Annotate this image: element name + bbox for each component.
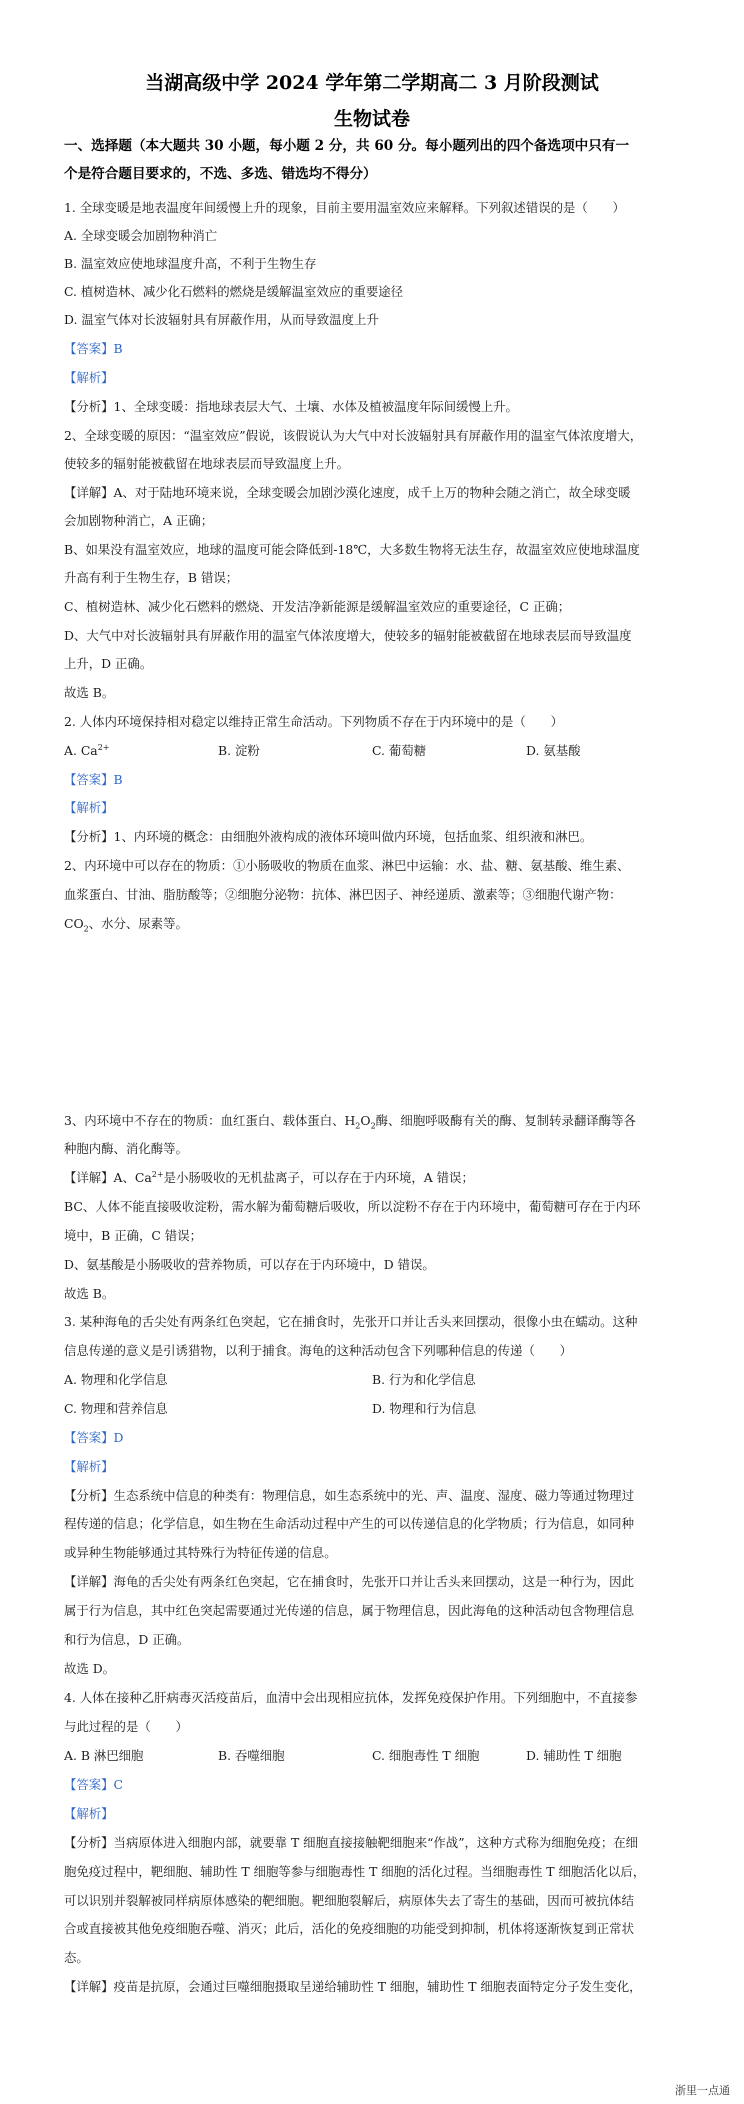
q1-option-c: C. 植树造林、减少化石燃料的燃烧是缓解温室效应的重要途径 [64, 284, 404, 299]
page-subtitle: 生物试卷 [333, 108, 410, 130]
q2-detail-bc-2: 境中，B 正确，C 错误； [64, 1228, 202, 1243]
q4-detail-1: 【详解】疫苗是抗原，会通过巨噬细胞摄取呈递给辅助性 T 细胞，辅助性 T 细胞表面特定分子发生变化， [64, 1979, 642, 1994]
q2-analysis-1: 【分析】1、内环境的概念：由细胞外液构成的液体环境叫做内环境，包括血浆、组织液和淋巴。 [64, 829, 593, 844]
q2-option-d: D. 氨基酸 [526, 743, 581, 758]
q1-answer: 【答案】B [64, 341, 123, 356]
section-heading-line-1: 一、选择题（本大题共 30 小题，每小题 2 分，共 60 分。每小题列出的四个备选项中只有一 [64, 138, 630, 154]
q4-analysis-2: 胞免疫过程中，靶细胞、辅助性 T 细胞等参与细胞毒性 T 细胞的活化过程。当细胞毒性 T 细胞活化以后， [64, 1864, 646, 1879]
q1-detail-d-2: 上升，D 正确。 [64, 656, 153, 671]
q3-answer: 【答案】D [64, 1430, 124, 1445]
q2-jiexi-label: 【解析】 [64, 800, 114, 815]
q3-stem-1: 3. 某种海龟的舌尖处有两条红色突起，它在捕食时，先张开口并让舌头来回摆动，很像小虫在蠕动。这种 [64, 1314, 638, 1329]
q3-detail-1: 【详解】海龟的舌尖处有两条红色突起，它在捕食时，先张开口并让舌头来回摆动，这是一种行为，因此 [64, 1574, 634, 1589]
q2-conclusion: 故选 B。 [64, 1286, 115, 1301]
q2-option-a: A. $Ca^{2+}$ [64, 742, 110, 758]
q3-analysis-2: 程传递的信息；化学信息，如生物在生命活动过程中产生的可以传递信息的化学物质；行为信息，如同种 [64, 1516, 634, 1531]
q3-option-d: D. 物理和行为信息 [372, 1401, 477, 1416]
q4-stem-1: 4. 人体在接种乙肝病毒灭活疫苗后，血清中会出现相应抗体，发挥免疫保护作用。下列细胞中，不直接参 [64, 1690, 638, 1705]
q2-analysis-3b: 种胞内酶、消化酶等。 [64, 1141, 188, 1156]
q2-stem: 2. 人体内环境保持相对稳定以维持正常生命活动。下列物质不存在于内环境中的是（ ） [64, 714, 563, 729]
q4-answer: 【答案】C [64, 1777, 124, 1792]
q2-detail-a: 【详解】A、$Ca^{2+}$是小肠吸收的无机盐离子，可以存在于内环境，A 错误； [64, 1169, 474, 1185]
q3-stem-2: 信息传递的意义是引诱猎物，以利于捕食。海龟的这种活动包含下列哪种信息的传递（ ） [64, 1343, 573, 1358]
q2-answer: 【答案】B [64, 772, 123, 787]
q4-stem-2: 与此过程的是（ ） [64, 1719, 188, 1734]
q3-option-a: A. 物理和化学信息 [64, 1372, 168, 1387]
q4-option-a: A. B 淋巴细胞 [64, 1748, 144, 1763]
q2-analysis-3a: 3、内环境中不存在的物质：血红蛋白、载体蛋白、$H_2O_2$酶、细胞呼吸酶有关的酶、复制转录翻译酶等各 [64, 1113, 636, 1131]
q2-detail-bc-1: BC、人体不能直接吸收淀粉，需水解为葡萄糖后吸收，所以淀粉不存在于内环境中，葡萄糖可存在于内环 [64, 1199, 641, 1214]
q3-jiexi-label: 【解析】 [64, 1459, 114, 1474]
q1-option-a: A. 全球变暖会加剧物种消亡 [64, 228, 218, 243]
q1-conclusion: 故选 B。 [64, 685, 115, 700]
q3-analysis-3: 或异种生物能够通过其特殊行为特征传递的信息。 [64, 1545, 337, 1560]
q1-detail-d-1: D、大气中对长波辐射具有屏蔽作用的温室气体浓度增大，使较多的辐射能被截留在地球表层而导致温度 [64, 628, 632, 643]
q1-detail-c: C、植树造林、减少化石燃料的燃烧、开发洁净新能源是缓解温室效应的重要途径，C 正确； [64, 599, 571, 614]
q1-detail-a-1: 【详解】A、对于陆地环境来说，全球变暖会加剧沙漠化速度，成千上万的物种会随之消亡，故全球变暖 [64, 485, 631, 500]
q3-detail-2: 属于行为信息，其中红色突起需要通过光传递的信息，属于物理信息，因此海龟的这种活动包含物理信息 [64, 1603, 634, 1618]
q2-option-c: C. 葡萄糖 [372, 743, 427, 758]
q2-analysis-2c: $CO_2$、水分、尿素等。 [64, 916, 188, 934]
q4-option-c: C. 细胞毒性 T 细胞 [372, 1748, 480, 1763]
q4-analysis-1: 【分析】当病原体进入细胞内部，就要靠 T 细胞直接接触靶细胞来“作战”，这种方式称为细胞免疫；在细 [64, 1835, 638, 1850]
q1-stem: 1. 全球变暖是地表温度年间缓慢上升的现象，目前主要用温室效应来解释。下列叙述错误的是（ ） [64, 200, 625, 215]
q4-jiexi-label: 【解析】 [64, 1806, 114, 1821]
q4-analysis-3: 可以识别并裂解被同样病原体感染的靶细胞。靶细胞裂解后，病原体失去了寄生的基础，因而可被抗体结 [64, 1893, 634, 1908]
q1-detail-a-2: 会加剧物种消亡，A 正确； [64, 513, 214, 528]
q1-detail-b-2: 升高有利于生物生存，B 错误； [64, 570, 239, 585]
q1-jiexi-label: 【解析】 [64, 370, 114, 385]
q4-analysis-5: 态。 [64, 1950, 89, 1965]
q1-analysis-1: 【分析】1、全球变暖：指地球表层大气、土壤、水体及植被温度年际间缓慢上升。 [64, 399, 518, 414]
q4-analysis-4: 合或直接被其他免疫细胞吞噬、消灭；此后，活化的免疫细胞的功能受到抑制，机体将逐渐恢复到正常状 [64, 1921, 634, 1936]
q3-option-b: B. 行为和化学信息 [372, 1372, 476, 1387]
q1-option-b: B. 温室效应使地球温度升高，不利于生物生存 [64, 256, 317, 271]
q1-detail-b-1: B、如果没有温室效应，地球的温度可能会降低到-18℃，大多数生物将无法生存，故温室效应使地球温度 [64, 542, 640, 557]
q2-detail-d: D、氨基酸是小肠吸收的营养物质，可以存在于内环境中，D 错误。 [64, 1257, 435, 1272]
q3-option-c: C. 物理和营养信息 [64, 1401, 168, 1416]
q3-conclusion: 故选 D。 [64, 1661, 116, 1676]
q1-analysis-2a: 2、全球变暖的原因：“温室效应”假说，该假说认为大气中对长波辐射具有屏蔽作用的温室气体浓度增大， [64, 428, 643, 443]
q1-analysis-2b: 使较多的辐射能被截留在地球表层而导致温度上升。 [64, 456, 349, 471]
page-title: 当湖高级中学 2024 学年第二学期高二 3 月阶段测试 [145, 72, 599, 94]
q4-option-d: D. 辅助性 T 细胞 [526, 1748, 622, 1763]
q3-detail-3: 和行为信息，D 正确。 [64, 1632, 190, 1647]
q3-analysis-1: 【分析】生态系统中信息的种类有：物理信息，如生态系统中的光、声、温度、湿度、磁力等通过物理过 [64, 1488, 634, 1503]
q4-option-b: B. 吞噬细胞 [218, 1748, 285, 1763]
section-heading-line-2: 个是符合题目要求的，不选、多选、错选均不得分） [64, 166, 377, 182]
q2-option-b: B. 淀粉 [218, 743, 260, 758]
q2-analysis-2a: 2、内环境中可以存在的物质：①小肠吸收的物质在血浆、淋巴中运输：水、盐、糖、氨基酸、维生素、 [64, 858, 630, 873]
q2-analysis-2b: 血浆蛋白、甘油、脂肪酸等；②细胞分泌物：抗体、淋巴因子、神经递质、激素等；③细胞代谢产物： [64, 887, 622, 902]
q1-option-d: D. 温室气体对长波辐射具有屏蔽作用，从而导致温度上升 [64, 312, 379, 327]
footer-watermark: 浙里一点通 [675, 2084, 730, 2097]
